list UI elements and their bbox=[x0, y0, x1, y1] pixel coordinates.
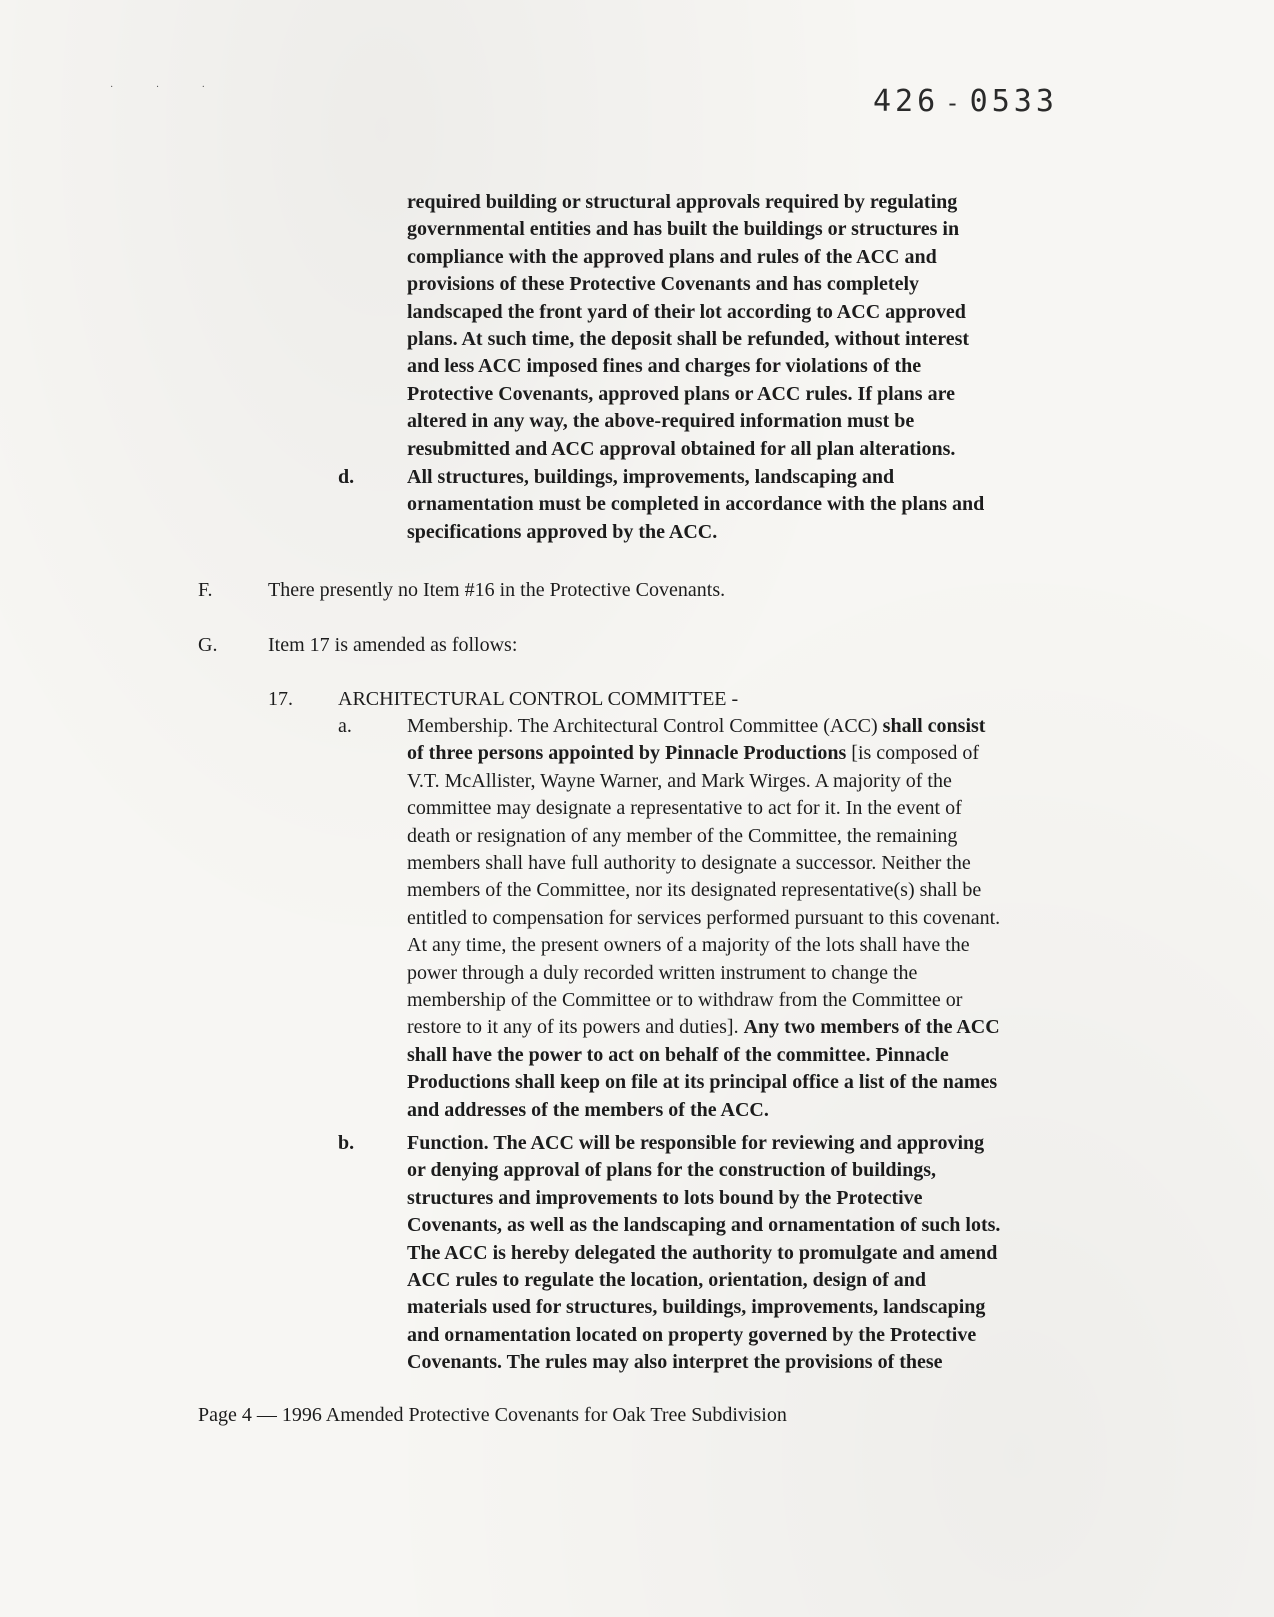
item-d-label: d. bbox=[338, 466, 355, 488]
text-line: resubmitted and ACC approval obtained for all plan alterations. bbox=[407, 437, 956, 460]
text-line: shall have the power to act on behalf of the committee. Pinnacle bbox=[407, 1043, 949, 1066]
text-segment: [is composed of bbox=[846, 742, 980, 765]
text-line: compliance with the approved plans and rules of the ACC and bbox=[407, 245, 937, 268]
text-line: required building or structural approvals required by regulating bbox=[407, 191, 958, 213]
text-line: committee may designate a representative to act for it. In the event of bbox=[407, 797, 962, 820]
text-segment-bold: of three persons appointed by Pinnacle Productions bbox=[407, 742, 847, 765]
text-segment: restore to it any of its powers and duties]. bbox=[407, 1016, 744, 1039]
text-line: Productions shall keep on file at its principal office a list of the names bbox=[407, 1071, 998, 1094]
text-line: Protective Covenants, approved plans or ACC rules. If plans are bbox=[407, 382, 955, 405]
text-line: and less ACC imposed fines and charges for violations of the bbox=[407, 355, 922, 378]
scan-specks: · · · bbox=[110, 82, 225, 93]
text-line: At any time, the present owners of a majority of the lots shall have the bbox=[407, 934, 970, 957]
text-line: structures and improvements to lots bound by the Protective bbox=[407, 1186, 923, 1209]
text-segment-bold: Any two members of the ACC bbox=[743, 1016, 1000, 1039]
item-d-text bbox=[407, 464, 1067, 546]
text-line: and addresses of the members of the ACC. bbox=[407, 1098, 769, 1121]
text-line: members shall have full authority to designate a successor. Neither the bbox=[407, 852, 971, 875]
item-c-continuation bbox=[407, 189, 1067, 463]
text-line: V.T. McAllister, Wayne Warner, and Mark Wirges. A majority of the bbox=[407, 769, 952, 792]
text-line: death or resignation of any member of the Committee, the remaining bbox=[407, 824, 958, 847]
text-line: provisions of these Protective Covenants and has completely bbox=[407, 273, 920, 296]
text-segment-bold: shall consist bbox=[882, 715, 986, 737]
recording-number bbox=[873, 84, 1058, 119]
section-f-text: There presently no Item #16 in the Protective Covenants. bbox=[268, 579, 726, 601]
text-line: Covenants. The rules may also interpret the provisions of these bbox=[407, 1351, 943, 1374]
text-line: altered in any way, the above-required information must be bbox=[407, 410, 915, 433]
number-separator: - bbox=[945, 89, 964, 117]
text-line: ornamentation must be completed in accordance with the plans and bbox=[407, 493, 985, 516]
section-g-text: Item 17 is amended as follows: bbox=[268, 634, 518, 656]
text-line: specifications approved by the ACC. bbox=[407, 520, 718, 543]
text-line: ACC rules to regulate the location, orientation, design of and bbox=[407, 1269, 927, 1292]
text-line: power through a duly recorded written instrument to change the bbox=[407, 961, 918, 984]
page-footer: Page 4 — 1996 Amended Protective Covenants for Oak Tree Subdivision bbox=[198, 1404, 787, 1426]
section-f-label: F. bbox=[198, 579, 213, 601]
text-line: plans. At such time, the deposit shall be refunded, without interest bbox=[407, 328, 970, 351]
text-line: materials used for structures, buildings, improvements, landscaping bbox=[407, 1296, 986, 1319]
text-segment: Membership. The Architectural Control Committee (ACC) bbox=[407, 715, 883, 737]
text-line: and ornamentation located on property governed by the Protective bbox=[407, 1323, 977, 1346]
text-line: Function. The ACC will be responsible for reviewing and approving bbox=[407, 1132, 985, 1154]
text-line bbox=[407, 740, 1000, 767]
item-17-number: 17. bbox=[268, 688, 293, 710]
item-17-heading: ARCHITECTURAL CONTROL COMMITTEE - bbox=[338, 688, 739, 710]
book-number: 426 bbox=[873, 84, 940, 119]
item-b-label: b. bbox=[338, 1132, 355, 1154]
text-line: All structures, buildings, improvements, landscaping and bbox=[407, 466, 895, 488]
page-number: 0533 bbox=[969, 84, 1058, 119]
section-g-label: G. bbox=[198, 634, 218, 656]
item-a-label: a. bbox=[338, 715, 352, 737]
text-line: members of the Committee, nor its designated representative(s) shall be bbox=[407, 879, 982, 902]
text-line bbox=[407, 1014, 1000, 1041]
text-line: membership of the Committee or to withdraw from the Committee or bbox=[407, 989, 963, 1012]
text-line bbox=[407, 713, 1000, 740]
text-line: entitled to compensation for services performed pursuant to this covenant. bbox=[407, 906, 1001, 929]
text-line: landscaped the front yard of their lot according to ACC approved bbox=[407, 300, 966, 323]
text-line: governmental entities and has built the buildings or structures in bbox=[407, 218, 960, 241]
text-line: Covenants, as well as the landscaping and ornamentation of such lots. bbox=[407, 1214, 1001, 1237]
item-b-text bbox=[407, 1130, 1000, 1377]
text-line: The ACC is hereby delegated the authority to promulgate and amend bbox=[407, 1241, 998, 1264]
item-a-text bbox=[407, 713, 1000, 1124]
text-line: or denying approval of plans for the construction of buildings, bbox=[407, 1159, 936, 1182]
